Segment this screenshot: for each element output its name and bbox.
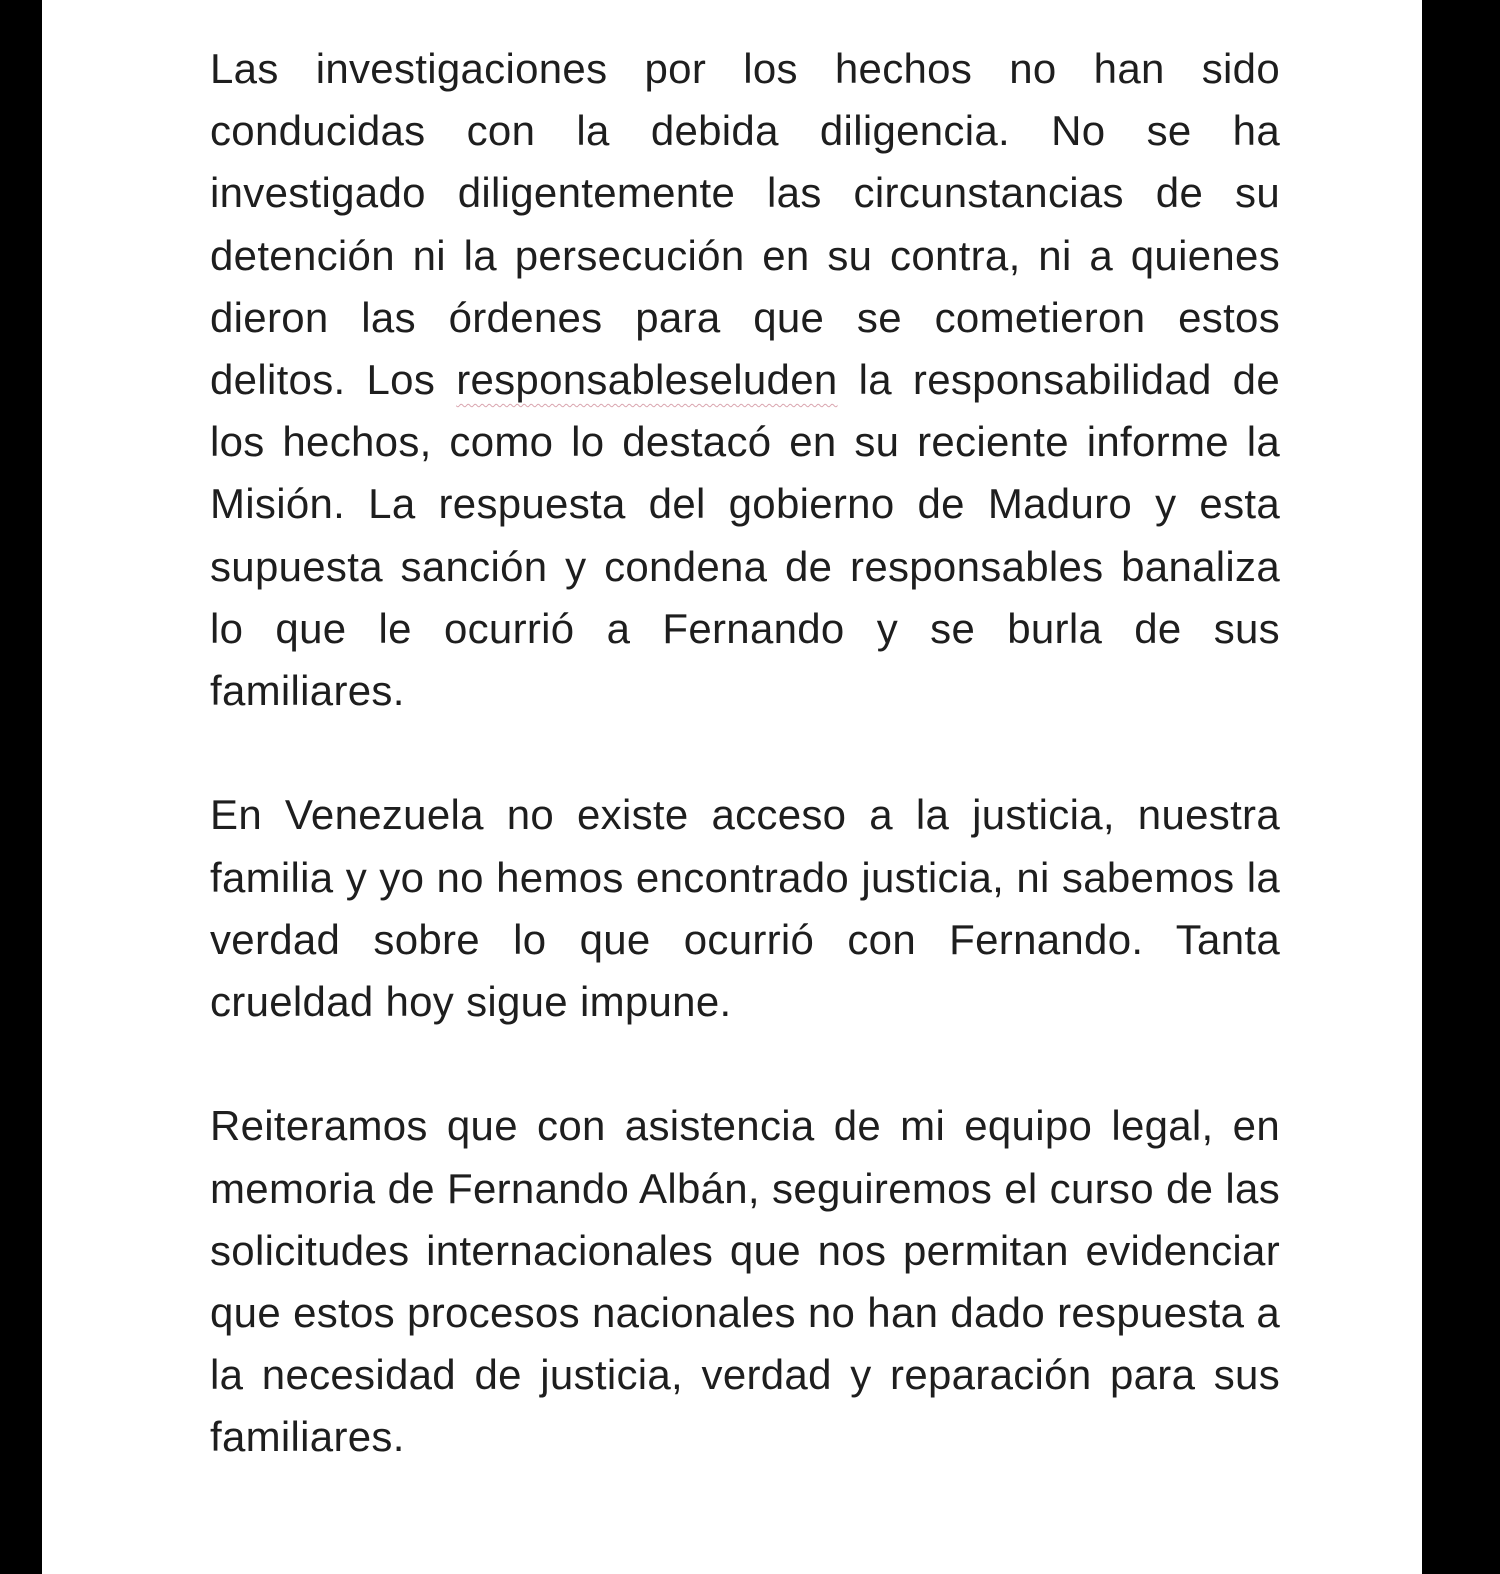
paragraph-legal-team: Reiteramos que con asistencia de mi equipo legal, en memoria de Fernando Albán, seguiremos el curso de las solicitudes internacionales que nos permitan evidenciar que estos procesos nacionales no han dado respuesta a la necesidad de justicia, verdad y reparación para sus familiares. xyxy=(210,1102,1280,1461)
misspelled-word: responsableseluden xyxy=(456,356,838,404)
document-page xyxy=(42,0,1422,1574)
paragraph-1-text-end: la responsabilidad de los hechos, como lo destacó en su reciente informe la Misión. La respuesta del gobierno de Maduro y esta supuesta sanción y condena de responsables banaliza lo que le ocurrió a Fernando y se burla de sus familiares. xyxy=(210,356,1280,715)
paragraph-investigations xyxy=(210,38,1280,722)
paragraph-access-to-justice: En Venezuela no existe acceso a la justicia, nuestra familia y yo no hemos encontrado justicia, ni sabemos la verdad sobre lo que ocurrió con Fernando. Tanta crueldad hoy sigue impune. xyxy=(210,791,1280,1026)
document-body xyxy=(210,38,1280,1469)
paragraph-1-text-start: Las investigaciones por los hechos no han sido conducidas con la debida diligencia. No se ha investigado diligentemente las circunstancias de su detención ni la persecución en su contra, ni a quienes dieron las órdenes para que se cometieron estos delitos. Los xyxy=(210,45,1280,404)
